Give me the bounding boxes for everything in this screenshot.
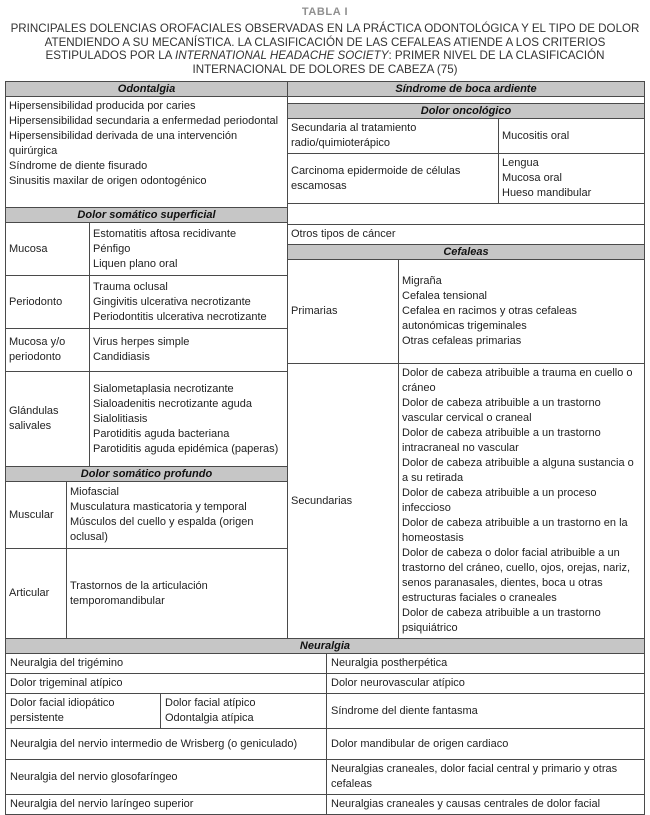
list-item: Dolor de cabeza atribuible a un trastorno en la homeostasis: [402, 517, 628, 545]
list-item: Estomatitis aftosa recidivante: [93, 227, 237, 240]
left-column: [6, 82, 287, 638]
list-item: Músculos del cuello y espalda (origen oclusal): [70, 516, 254, 544]
row-content: [499, 154, 644, 203]
neuralgia-left-group: [6, 694, 326, 728]
neuralgia-left-cell: Neuralgia del nervio laríngeo superior: [6, 795, 326, 814]
list-item: Mucositis oral: [502, 129, 570, 142]
row-label: Carcinoma epidermoide de células escamosas: [288, 154, 498, 203]
odontalgia-items: [6, 97, 287, 207]
list-item: Dolor facial atípico: [165, 697, 256, 710]
list-item: Virus herpes simple: [93, 336, 190, 349]
list-item: Dolor de cabeza atribuible a un trastorno vascular cervical o craneal: [402, 397, 601, 425]
neuralgia-right-cell: Neuralgias craneales, dolor facial central y primario y otras cefaleas: [327, 760, 644, 794]
table-row-carcinoma: [288, 154, 644, 203]
list-item: Sialometaplasia necrotizante: [93, 382, 234, 395]
list-item: Dolor de cabeza atribuible a alguna sustancia o a su retirada: [402, 457, 634, 485]
list-item: Sinusitis maxilar de origen odontogénico: [9, 175, 207, 188]
list-item: Candidiasis: [93, 351, 150, 364]
table-upper-half: [6, 82, 644, 638]
table-row-articular: [6, 549, 287, 638]
table-row-neuralgia-2: [6, 674, 644, 693]
classification-table: [5, 81, 645, 815]
list-item: Dolor de cabeza atribuible a trauma en cuello o cráneo: [402, 367, 633, 395]
list-item: Pénfigo: [93, 242, 131, 255]
neuralgia-right-cell: Dolor neurovascular atípico: [327, 674, 644, 693]
neuralgia-left-cell: Dolor facial idiopático persistente: [6, 694, 160, 728]
table-row-neuralgia-6: [6, 795, 644, 814]
row-content: [399, 364, 644, 638]
row-label: Secundarias: [288, 364, 398, 638]
table-row-primarias: [288, 260, 644, 363]
list-item: Sialolitiasis: [93, 412, 148, 425]
section-header-dolor-oncologico: Dolor oncológico: [288, 104, 644, 118]
list-item: Odontalgia atípica: [165, 712, 254, 725]
row-label: Mucosa y/o periodonto: [6, 329, 89, 371]
otros-tipos-cancer-cell: Otros tipos de cáncer: [288, 225, 644, 244]
list-item: Liquen plano oral: [93, 257, 178, 270]
list-item: Parotiditis aguda epidémica (paperas): [93, 442, 279, 455]
row-content: [90, 329, 287, 371]
list-item: Trastornos de la articulación temporomandibular: [70, 579, 208, 607]
neuralgia-left-cell: Neuralgia del nervio glosofaríngeo: [6, 760, 326, 794]
table-row-neuralgia-5: [6, 760, 644, 794]
section-header-cefaleas: Cefaleas: [288, 245, 644, 259]
list-item: Periodontitis ulcerativa necrotizante: [93, 310, 267, 323]
table-row-radio-quimio: [288, 119, 644, 153]
section-header-boca-ardiente: Síndrome de boca ardiente: [288, 82, 644, 96]
row-content: [399, 260, 644, 363]
neuralgia-left-cell: Neuralgia del nervio intermedio de Wrisberg (o geniculado): [6, 729, 326, 759]
list-item: Mucosa oral: [502, 172, 562, 185]
table-row-mucosa: [6, 223, 287, 275]
table-title: TABLA I: [301, 6, 349, 18]
caption-text-before: PRINCIPALES DOLENCIAS OROFACIALES OBSERVADAS EN LA PRÁCTICA ODONTOLÓGICA Y EL TIPO DE DOLOR ATENDIENDO A SU MECANÍSTICA. LA CLASIFICACIÓN DE LAS CEFALEAS ATIENDE A LOS CRITERIOS ESTIPULADOS POR LA: [10, 22, 640, 63]
neuralgia-left-cell: Dolor trigeminal atípico: [6, 674, 326, 693]
list-item: Dolor de cabeza o dolor facial atribuible a un trastorno del cráneo, cuello, ojos, orejas, nariz, senos paranasales, dientes, boca u otras estructuras faciales o craneales: [402, 547, 631, 605]
row-content: [499, 119, 644, 153]
neuralgia-right-cell: Neuralgia postherpética: [327, 654, 644, 673]
list-item: Hipersensibilidad derivada de una intervención quirúrgica: [9, 130, 238, 158]
list-item: Otras cefaleas primarias: [402, 335, 522, 348]
table-caption: [6, 22, 644, 76]
row-content: [90, 223, 287, 275]
neuralgia-left-cell: Neuralgia del trigémino: [6, 654, 326, 673]
list-item: Síndrome de diente fisurado: [9, 160, 148, 173]
empty-cell: [288, 97, 644, 103]
neuralgia-right-cell: Dolor mandibular de origen cardiaco: [327, 729, 644, 759]
list-item: Dolor de cabeza atribuible a un proceso infeccioso: [402, 487, 597, 515]
list-item: Cefalea en racimos y otras cefaleas autonómicas trigeminales: [402, 305, 577, 333]
row-content: [67, 482, 287, 548]
list-item: Hipersensibilidad producida por caries: [9, 100, 196, 113]
list-item: Hueso mandibular: [502, 187, 592, 200]
table-row-muscular: [6, 482, 287, 548]
neuralgia-right-cell: Neuralgias craneales y causas centrales de dolor facial: [327, 795, 644, 814]
list-item: Hipersensibilidad secundaria a enfermedad periodontal: [9, 115, 279, 128]
section-header-neuralgia: Neuralgia: [6, 639, 644, 653]
empty-cell: [288, 204, 644, 224]
table-row-neuralgia-3: [6, 694, 644, 728]
list-item: Miofascial: [70, 486, 119, 499]
caption-text-after: : PRIMER NIVEL DE LA CLASIFICACIÓN INTERNACIONAL DE DOLORES DE CABEZA (75): [192, 49, 605, 76]
table-row-periodonto: [6, 276, 287, 328]
right-column: [288, 82, 644, 638]
neuralgia-left-subcell: [161, 694, 326, 728]
row-label: Muscular: [6, 482, 66, 548]
list-item: Sialoadenitis necrotizante aguda: [93, 397, 253, 410]
section-header-dolor-somatico-superficial: Dolor somático superficial: [6, 208, 287, 222]
section-header-odontalgia: Odontalgia: [6, 82, 287, 96]
list-item: Gingivitis ulcerativa necrotizante: [93, 295, 251, 308]
caption-italic-text: INTERNATIONAL HEADACHE SOCIETY: [175, 49, 389, 63]
table-row-neuralgia-4: [6, 729, 644, 759]
row-label: Articular: [6, 549, 66, 638]
row-label: Mucosa: [6, 223, 89, 275]
table-row-neuralgia-1: [6, 654, 644, 673]
row-label: Glándulas salivales: [6, 372, 89, 466]
section-header-dolor-somatico-profundo: Dolor somático profundo: [6, 467, 287, 481]
list-item: Parotiditis aguda bacteriana: [93, 427, 230, 440]
neuralgia-right-cell: Síndrome del diente fantasma: [327, 694, 644, 728]
row-content: [67, 549, 287, 638]
table-row-secundarias: [288, 364, 644, 638]
table-row-mucosa-periodonto: [6, 329, 287, 371]
list-item: Trauma oclusal: [93, 280, 168, 293]
row-content: [90, 372, 287, 466]
table-row-glandulas-salivales: [6, 372, 287, 466]
list-item: Dolor de cabeza atribuible a un trastorno psiquiátrico: [402, 607, 601, 635]
row-label: Periodonto: [6, 276, 89, 328]
row-content: [90, 276, 287, 328]
list-item: Musculatura masticatoria y temporal: [70, 501, 247, 514]
row-label: Primarias: [288, 260, 398, 363]
list-item: Migraña: [402, 275, 442, 288]
list-item: Lengua: [502, 157, 539, 170]
list-item: Cefalea tensional: [402, 290, 488, 303]
list-item: Dolor de cabeza atribuible a un trastorno intracraneal no vascular: [402, 427, 601, 455]
row-label: Secundaria al tratamiento radio/quimioterápico: [288, 119, 498, 153]
